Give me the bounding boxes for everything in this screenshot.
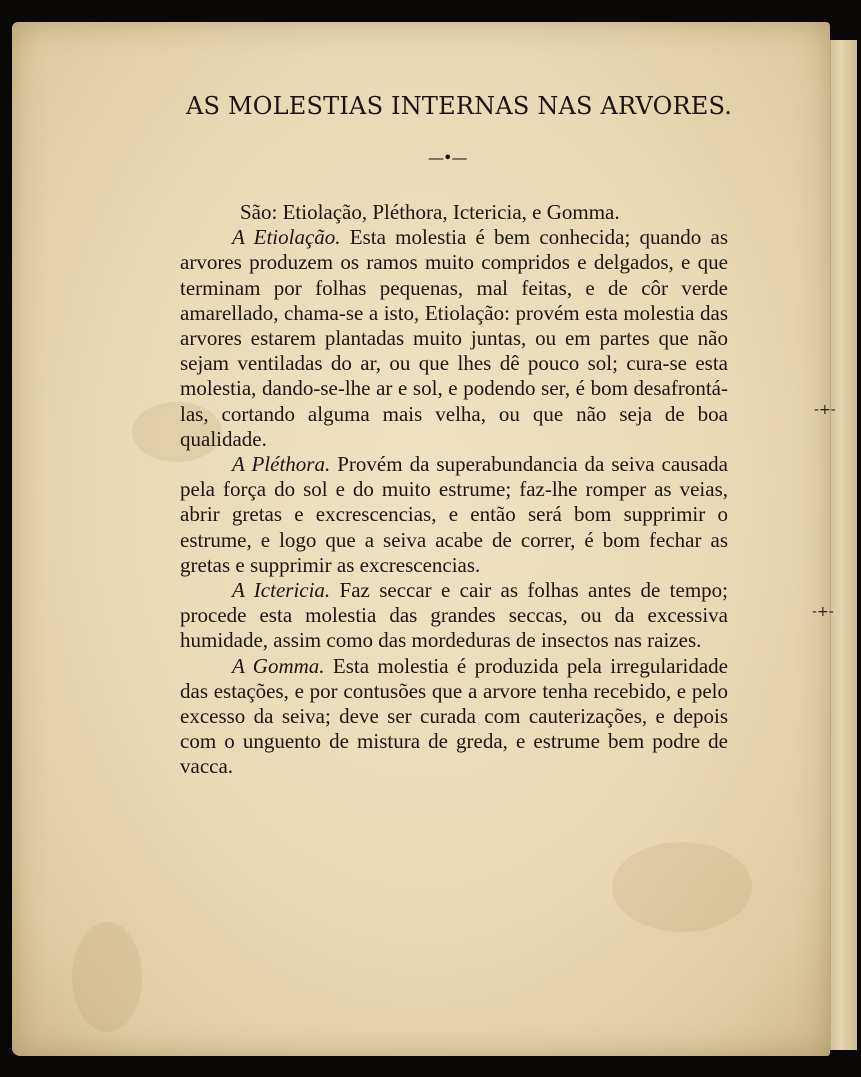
paper-stain <box>72 922 142 1032</box>
section-ictericia <box>180 578 728 654</box>
section-label: A Gomma. <box>232 653 325 678</box>
section-text: Faz seccar e cair as folhas antes de tempo; procede esta molestia das grandes seccas, ou da excessiva humidade, assim como das mordeduras de insectos nas raizes. <box>180 578 729 653</box>
intro-line: São: Etiolação, Pléthora, Ictericia, e Gomma. <box>240 200 620 224</box>
section-text: Provém da superabundancia da seiva causada pela força do sol e do muito estrume; faz-lhe romper as veias, abrir gretas e excrescencias, e então será bom supprimir o estrume, e logo que a seiva acabe de correr, é bom fechar as gretas e supprimir as excrescencias. <box>180 452 728 577</box>
body-text <box>180 200 728 780</box>
section-plethora <box>180 452 728 578</box>
section-label: A Pléthora. <box>232 452 331 477</box>
section-etiolacao <box>180 225 728 452</box>
section-label: A Ictericia. <box>232 578 331 603</box>
pin-mark: -+- <box>814 402 836 418</box>
paper-stain <box>612 842 752 932</box>
section-text: Esta molestia é bem conhecida; quando as arvores produzem os ramos muito compridos e delgados, e que terminam por folhas pequenas, mal feitas, e de côr verde amarellado, chama-se a isto, Etiolação: provém esta molestia das arvores estarem plantadas muito juntas, ou em partes que não sejam ventiladas do ar, ou que lhes dê pouco sol; cura-se esta molestia, dando-se-lhe ar e sol, e podendo ser, é bom desafrontá-las, cortando alguma mais velha, ou que não seja de boa qualidade. <box>180 225 728 451</box>
section-text: Esta molestia é produzida pela irregularidade das estações, e por contusões que a arvore tenha recebido, e pelo excesso da seiva; deve ser curada com cauterizações, e depois com o unguento de mistura de greda, e estrume bem podre de vacca. <box>180 653 728 779</box>
pin-mark: -+- <box>812 604 834 620</box>
page-title: AS MOLESTIAS INTERNAS NAS ARVORES. <box>186 92 733 120</box>
title-ornament: —•— <box>428 148 467 167</box>
next-page-edge <box>830 40 857 1050</box>
section-label: A Etiolação. <box>232 225 341 250</box>
section-gomma <box>180 654 728 780</box>
